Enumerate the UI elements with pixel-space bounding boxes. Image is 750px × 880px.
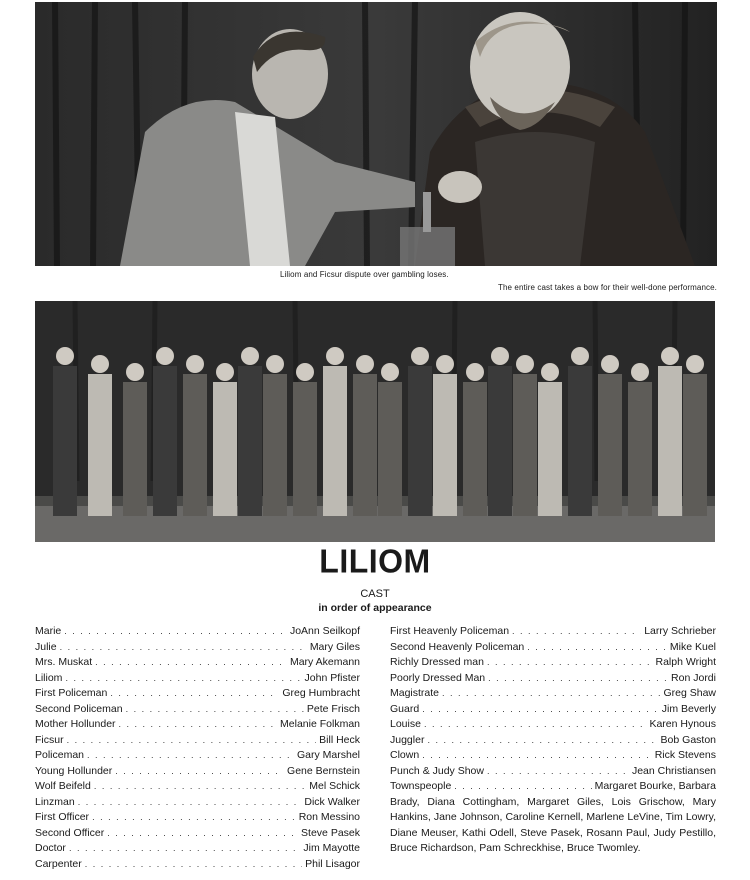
leader-dots [424,717,647,733]
cast-row [390,717,716,733]
cast-member-figure [598,355,622,516]
leader-dots [95,655,287,671]
leader-dots [442,686,660,702]
townspeople-continued: Brady, Diana Cottingham, Margaret Giles, Lois Grischow, Mary Hankins, Jane Johnson, Caroline Kernell, Marlene LeVine, Tim Lowry, Diane Meuser, Kathi Odell, Steve Pasek, Rosann Paul, Judy Pestillo, Bruce Richardson, Pam Schreckhise, Bruce Twomley. [390,795,716,854]
cast-member-figure [353,355,377,516]
cast-actor: Pete Frisch [306,702,360,715]
cast-actor: Margaret Bourke, Barbara [594,780,716,792]
cast-row [35,857,360,873]
cast-actor: Greg Shaw [663,687,716,699]
cast-actor: Gary Marshel [296,749,360,761]
cast-member-figure [123,363,147,516]
cast-member-figure [293,363,317,516]
leader-dots [427,733,657,749]
cast-actor: Mary Akemann [289,656,360,668]
cast-role: Guard [390,702,420,715]
leader-dots [78,795,302,811]
section-heading-cast: CAST [360,588,390,600]
photo-liliom-ficsur [35,2,717,266]
cast-member-figure [513,355,537,516]
leader-dots [110,686,279,702]
cast-actor: John Pfister [304,671,360,684]
leader-dots [107,826,298,842]
cast-row [35,826,360,842]
cast-actor: Mel Schick [309,780,360,792]
leader-dots [454,779,591,795]
cast-member-figure [378,363,402,516]
cast-member-figure [213,363,237,516]
cast-actor: Jean Christiansen [631,764,716,777]
cast-actor: Gene Bernstein [287,764,360,777]
leader-dots [60,640,307,656]
cast-member-figure [88,355,112,516]
cast-role: Poorly Dressed Man [390,671,486,684]
cast-role: Louise [390,718,421,730]
cast-member-figure [683,355,707,516]
page-title: LILIOM [319,542,431,580]
cast-row [390,764,716,780]
cast-role: Liliom [35,671,63,684]
leader-dots [64,624,287,640]
cast-role: Policeman [35,749,85,761]
cast-member-figure [628,363,652,516]
leader-dots [512,624,641,640]
cast-row [390,748,716,764]
leader-dots [487,764,629,780]
cast-role: Clown [390,749,420,761]
cast-row [390,702,716,718]
cast-row [390,686,716,702]
cast-role: Young Hollunder [35,764,113,777]
cast-row [35,655,360,671]
cast-actor: Phil Lisagor [305,857,360,870]
cast-row [35,810,360,826]
leader-dots [94,779,306,795]
cast-actor: Bill Heck [319,733,360,746]
cast-member-figure [153,347,177,516]
leader-dots [115,764,284,780]
cast-row [35,686,360,702]
cast-row [35,702,360,718]
cast-member-figure [408,347,432,516]
leader-dots [422,748,652,764]
leader-dots [119,717,278,733]
leader-dots [87,748,294,764]
cast-member-figure [183,355,207,516]
cast-member-figure [538,363,562,516]
cast-actor: Greg Humbracht [282,687,360,699]
cast-role: Doctor [35,842,66,854]
cast-row [35,671,360,687]
cast-row [35,748,360,764]
cast-row [35,764,360,780]
cast-row [390,640,716,656]
leader-dots [69,841,300,857]
cast-row [35,717,360,733]
cast-row [35,624,360,640]
leader-dots [67,733,317,749]
cast-actor: Larry Schrieber [644,625,716,637]
cast-row [35,841,360,857]
section-subheading-order: in order of appearance [318,602,432,614]
photo-cast-bow [35,301,715,542]
cast-actor: Rick Stevens [654,749,716,761]
cast-role: First Policeman [35,687,108,699]
cast-row [390,655,716,671]
cast-member-figure [238,347,262,516]
cast-member-figure [488,347,512,516]
cast-member-figure [323,347,347,516]
cast-actor: Melanie Folkman [280,718,360,730]
cast-member-figure [463,363,487,516]
cast-member-figure [53,347,77,516]
cast-row [35,795,360,811]
cast-actor: Mike Kuel [669,640,716,653]
caption-top-photo: Liliom and Ficsur dispute over gambling loses. [280,270,449,279]
leader-dots [527,640,667,656]
cast-member-figure [658,347,682,516]
cast-actor: JoAnn Seilkopf [289,625,360,637]
cast-list-left [35,624,360,872]
cast-actor: Ron Jordi [671,671,716,684]
cast-role: Mother Hollunder [35,718,116,730]
cast-row [390,671,716,687]
cast-role: Ficsur [35,733,64,746]
cast-role: First Heavenly Policeman [390,625,510,637]
cast-member-figure [433,355,457,516]
cast-actor: Bob Gaston [660,733,716,746]
cast-actor: Ralph Wright [655,656,716,668]
cast-role: Second Policeman [35,702,123,715]
cast-role: Punch & Judy Show [390,764,484,777]
cast-role: Mrs. Muskat [35,656,93,668]
cast-row [35,779,360,795]
cast-role: Juggler [390,733,425,746]
cast-actor: Jim Beverly [661,702,716,715]
cast-row [35,640,360,656]
cast-actor: Jim Mayotte [303,842,360,854]
cast-row [390,624,716,640]
cast-role: Second Heavenly Policeman [390,640,525,653]
leader-dots [65,671,301,687]
leader-dots [487,655,653,671]
cast-row [35,733,360,749]
leader-dots [422,702,659,718]
cast-role: Magistrate [390,687,440,699]
leader-dots [92,810,296,826]
leader-dots [488,671,668,687]
cast-role: Townspeople [390,780,452,792]
cast-role: Julie [35,640,57,653]
cast-actor: Karen Hynous [649,718,716,730]
cast-list-right [390,624,716,857]
cast-role: Richly Dressed man [390,656,484,668]
cast-role: Linzman [35,795,75,808]
cast-actor: Mary Giles [309,640,360,653]
cast-row [390,779,716,795]
cast-member-figure [263,355,287,516]
cast-role: Marie [35,625,62,637]
cast-actor: Steve Pasek [301,826,360,839]
leader-dots [85,857,302,873]
cast-role: Carpenter [35,857,82,870]
caption-bottom-photo: The entire cast takes a bow for their well-done performance. [498,283,717,292]
cast-member-figure [568,347,592,516]
cast-actor: Dick Walker [304,795,360,808]
cast-actor: Ron Messino [298,811,360,823]
cast-row [390,733,716,749]
cast-role: Second Officer [35,826,105,839]
cast-role: Wolf Beifeld [35,780,91,792]
cast-role: First Officer [35,811,90,823]
leader-dots [126,702,304,718]
